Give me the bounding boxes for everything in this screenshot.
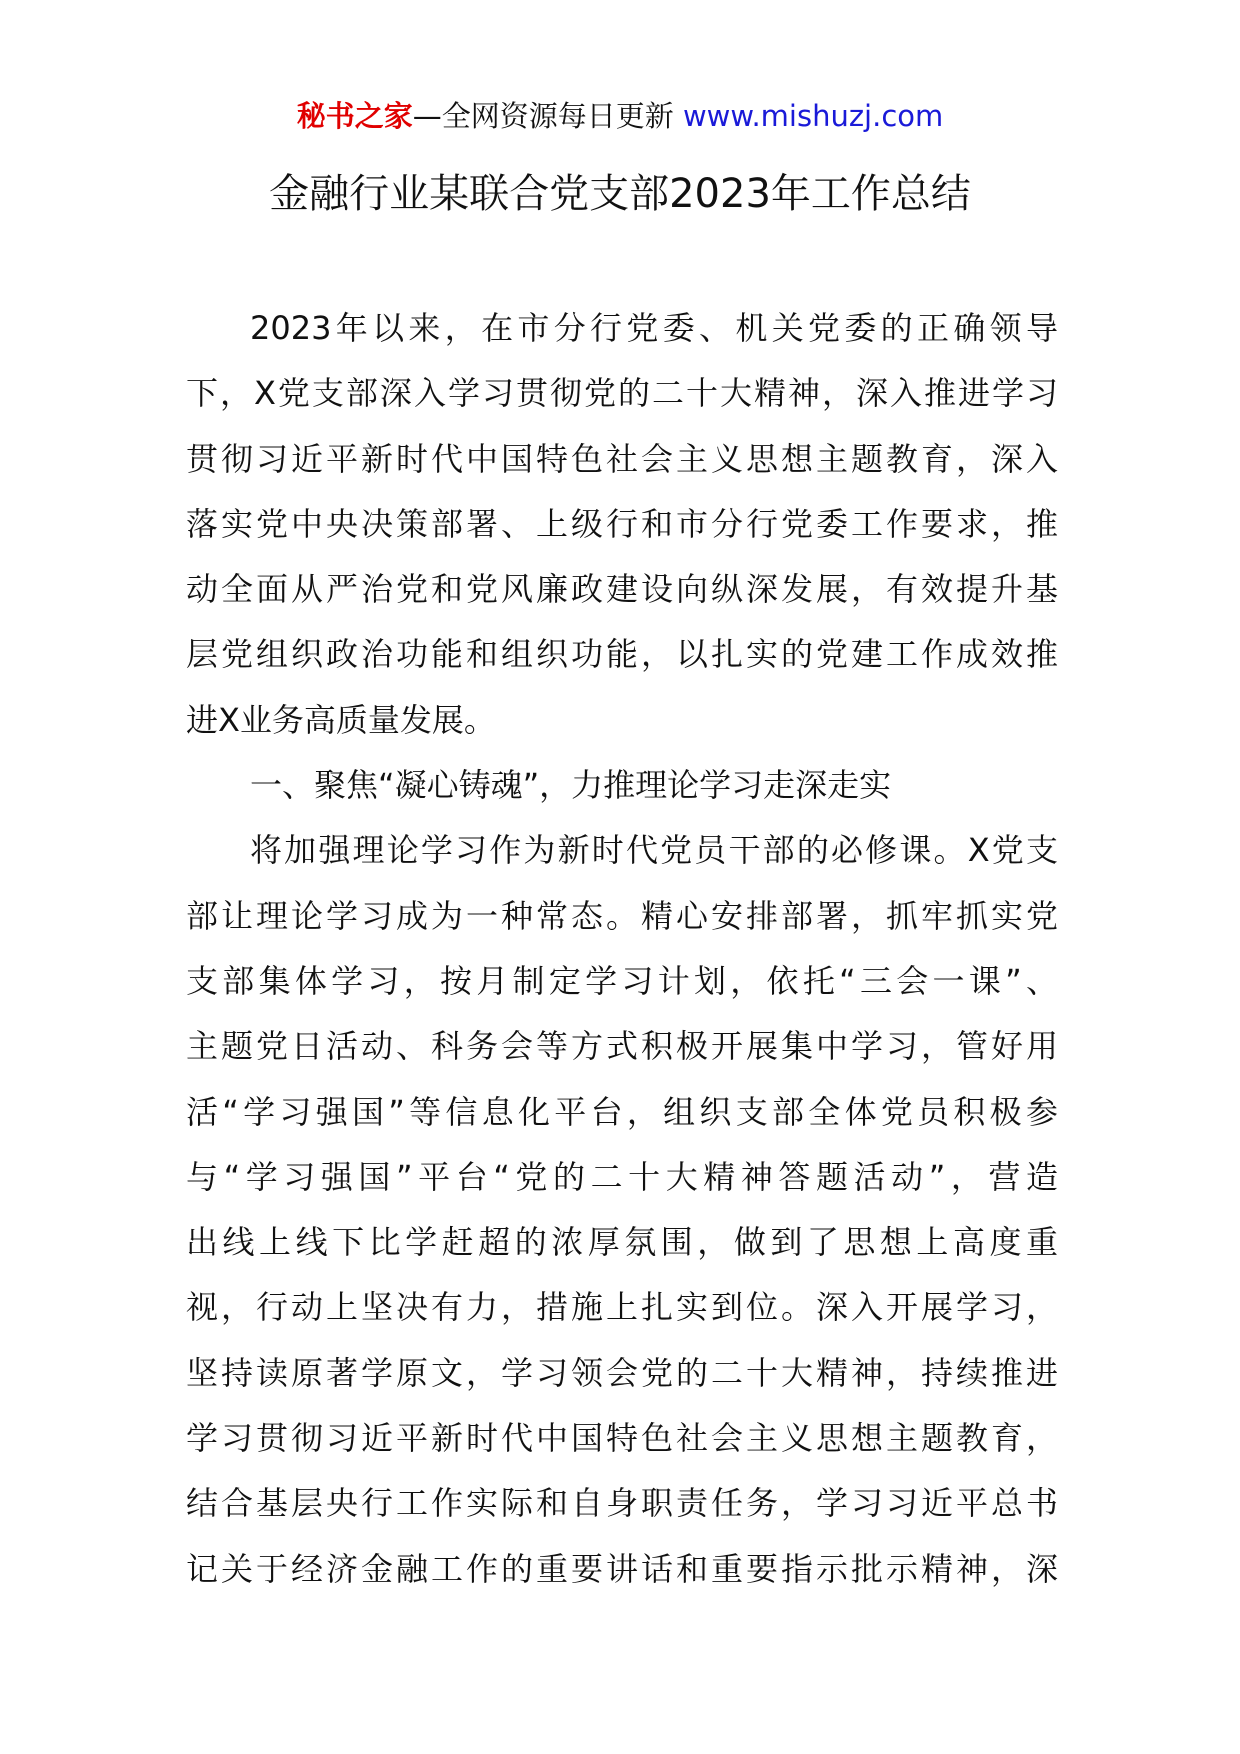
site-brand: 秘书之家 — [296, 99, 413, 133]
text-line: 学习贯彻习近平新时代中国特色社会主义思想主题教育， — [186, 1419, 1058, 1458]
document-body — [186, 296, 1058, 1602]
section-heading-1 — [186, 753, 1058, 818]
text-line: 进X业务高质量发展。 — [186, 700, 496, 739]
text-line: 一、聚焦“凝心铸魂”，力推理论学习走深走实 — [250, 766, 892, 805]
text-line: 下，X党支部深入学习贯彻党的二十大精神，深入推进学习 — [186, 374, 1058, 413]
text-line: 部让理论学习成为一种常态。精心安排部署，抓牢抓实党 — [186, 896, 1058, 935]
text-line: 与“学习强国”平台“党的二十大精神答题活动”，营造 — [186, 1157, 1058, 1196]
text-line: 出线上线下比学赶超的浓厚氛围，做到了思想上高度重 — [186, 1223, 1058, 1262]
site-url-link[interactable]: www.mishuzj.com — [682, 99, 944, 133]
text-line: 2023年以来，在市分行党委、机关党委的正确领导 — [250, 309, 1058, 347]
text-line: 活“学习强国”等信息化平台，组织支部全体党员积极参 — [186, 1092, 1058, 1131]
paragraph-theory-study — [186, 818, 1058, 1602]
text-line: 动全面从严治党和党风廉政建设向纵深发展，有效提升基 — [186, 570, 1058, 609]
text-line: 记关于经济金融工作的重要讲话和重要指示批示精神，深 — [186, 1549, 1058, 1588]
text-line: 落实党中央决策部署、上级行和市分行党委工作要求，推 — [186, 504, 1058, 543]
text-line: 贯彻习近平新时代中国特色社会主义思想主题教育，深入 — [186, 439, 1058, 478]
text-line: 层党组织政治功能和组织功能，以扎实的党建工作成效推 — [186, 635, 1058, 674]
document-title: 金融行业某联合党支部2023年工作总结 — [269, 171, 971, 217]
site-header — [0, 96, 1240, 136]
text-line: 结合基层央行工作实际和自身职责任务，学习习近平总书 — [186, 1484, 1058, 1523]
text-line: 视，行动上坚决有力，措施上扎实到位。深入开展学习， — [186, 1288, 1058, 1327]
text-line: 坚持读原著学原文，学习领会党的二十大精神，持续推进 — [186, 1353, 1058, 1392]
text-line: 将加强理论学习作为新时代党员干部的必修课。X党支 — [250, 831, 1058, 870]
text-line: 支部集体学习，按月制定学习计划，依托“三会一课”、 — [186, 961, 1058, 1000]
site-slogan: —全网资源每日更新 — [412, 99, 674, 133]
text-line: 主题党日活动、科务会等方式积极开展集中学习，管好用 — [186, 1027, 1058, 1066]
paragraph-intro — [186, 296, 1058, 753]
